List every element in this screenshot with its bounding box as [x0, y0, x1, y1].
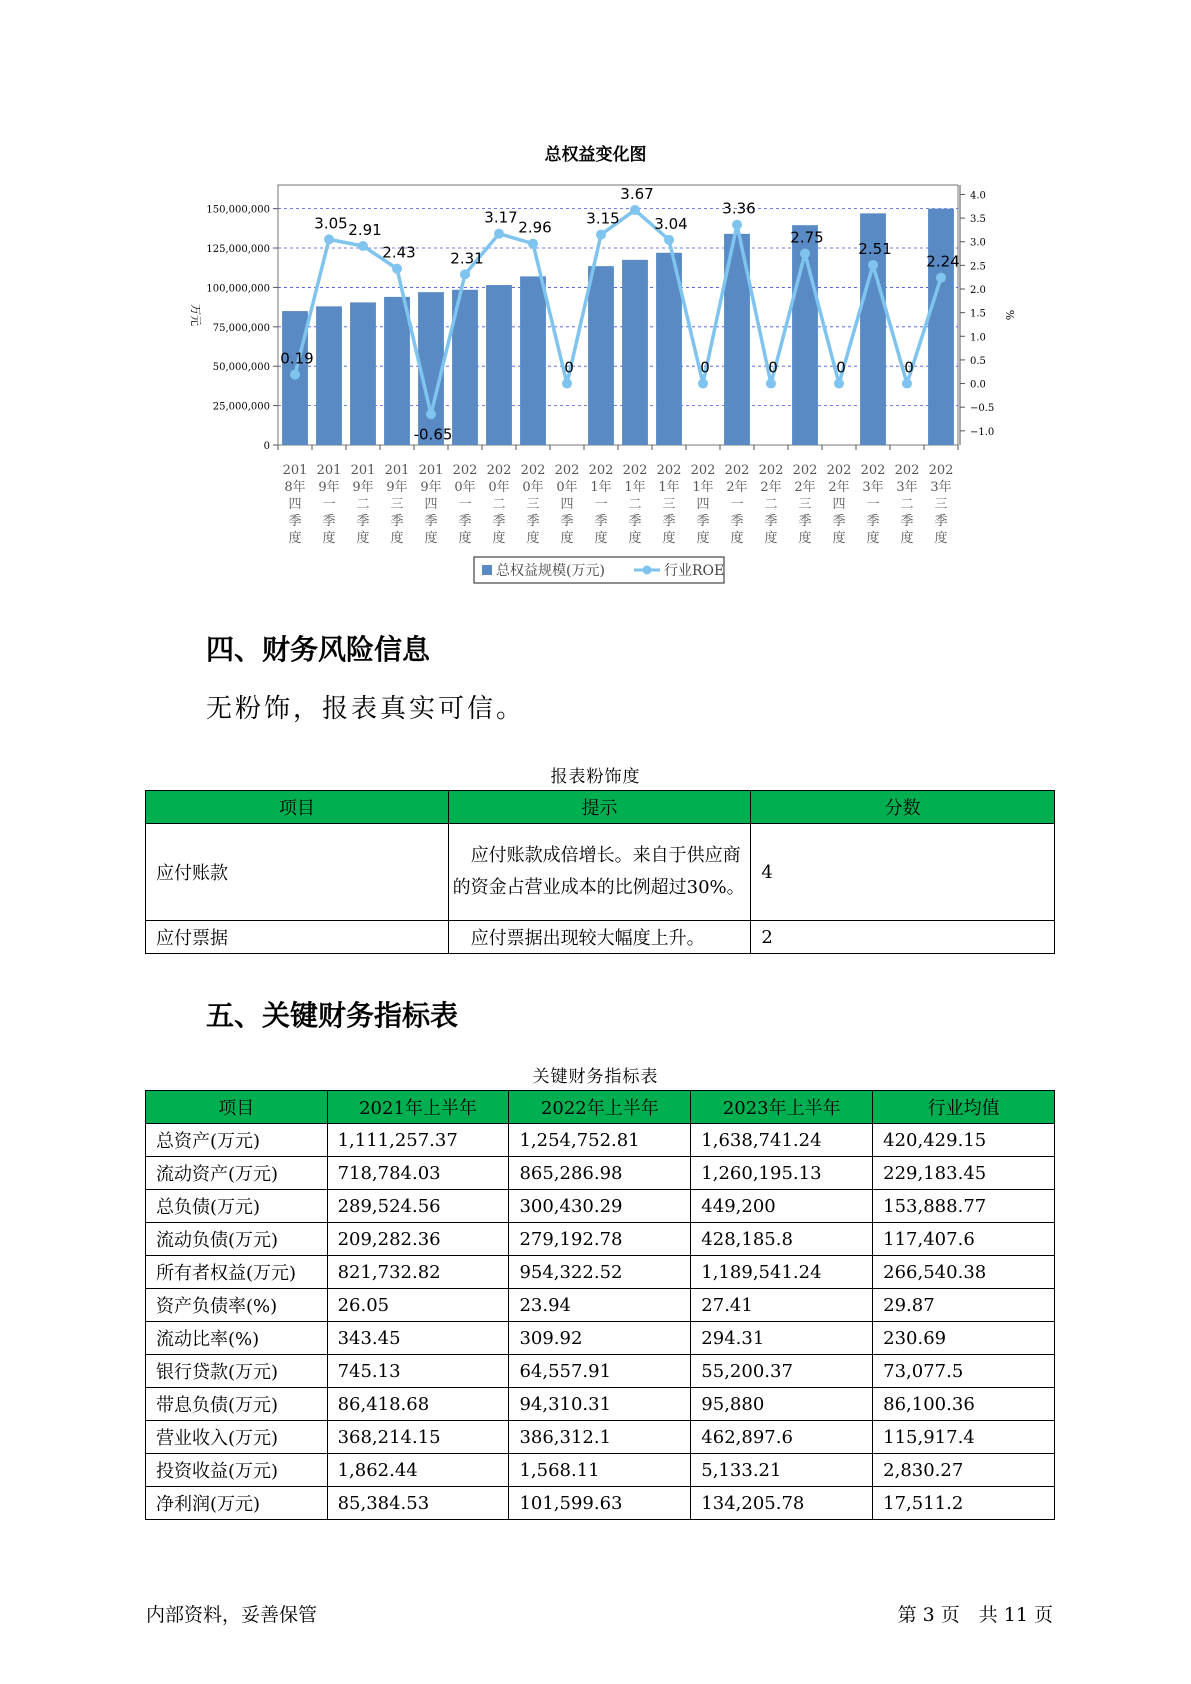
y2-tick-label: 1.0	[970, 332, 986, 344]
table-cell: 29.87	[873, 1289, 1055, 1322]
table-cell: 86,418.68	[327, 1388, 509, 1421]
x-tick-label: 度	[390, 531, 404, 546]
roe-data-label: 0	[564, 358, 574, 377]
x-tick-label: 2年	[828, 480, 850, 495]
row-label: 总资产(万元)	[146, 1124, 328, 1157]
table-row	[146, 1256, 1055, 1289]
x-tick-label: 度	[764, 531, 778, 546]
roe-data-label: 2.51	[858, 239, 892, 258]
table-cell: 1,189,541.24	[691, 1256, 873, 1289]
y-tick-label: 25,000,000	[212, 401, 270, 413]
kpi-table-caption: 关键财务指标表	[532, 1067, 659, 1087]
equity-bar	[520, 276, 546, 445]
x-tick-label: 2年	[760, 480, 782, 495]
table-cell: 289,524.56	[327, 1190, 509, 1223]
roe-data-label: 2.43	[382, 243, 416, 262]
table-cell: 428,185.8	[691, 1223, 873, 1256]
x-tick-label: 二	[764, 497, 778, 512]
table-row	[146, 1190, 1055, 1223]
x-tick-label: 202	[622, 463, 648, 478]
roe-point	[664, 235, 674, 245]
table-row	[146, 1223, 1055, 1256]
table-cell: 230.69	[873, 1322, 1055, 1355]
x-tick-label: 季	[662, 514, 676, 529]
table-cell: 229,183.45	[873, 1157, 1055, 1190]
equity-bar	[588, 266, 614, 445]
table-cell: 1,111,257.37	[327, 1124, 509, 1157]
x-tick-label: 三	[390, 497, 404, 512]
table-row	[146, 921, 1055, 954]
risk-item: 应付票据	[146, 921, 449, 954]
y-tick-label: 100,000,000	[206, 283, 270, 295]
x-tick-label: 3年	[862, 480, 884, 495]
x-tick-label: 季	[934, 514, 948, 529]
equity-roe-chart	[0, 0, 1191, 600]
table-cell: 386,312.1	[509, 1421, 691, 1454]
x-tick-label: 202	[758, 463, 784, 478]
table-cell: 86,100.36	[873, 1388, 1055, 1421]
equity-bar	[316, 306, 342, 445]
roe-point	[766, 379, 776, 389]
table-cell: 85,384.53	[327, 1487, 509, 1520]
equity-bar	[486, 285, 512, 445]
section4-text: 无粉饰，报表真实可信。	[206, 694, 526, 724]
x-tick-label: 1年	[692, 480, 714, 495]
roe-point	[596, 230, 606, 240]
x-tick-label: 度	[288, 531, 302, 546]
x-tick-label: 201	[282, 463, 308, 478]
table-cell: 95,880	[691, 1388, 873, 1421]
x-tick-label: 度	[832, 531, 846, 546]
column-header: 项目	[146, 791, 449, 824]
x-tick-label: 201	[418, 463, 444, 478]
y2-axis-label: %	[1003, 309, 1016, 321]
x-tick-label: 季	[424, 514, 438, 529]
table-cell: 309.92	[509, 1322, 691, 1355]
table-cell: 115,917.4	[873, 1421, 1055, 1454]
x-tick-label: 季	[560, 514, 574, 529]
roe-data-label: 0	[700, 358, 710, 377]
column-header: 2022年上半年	[509, 1091, 691, 1124]
x-tick-label: 度	[594, 531, 608, 546]
y2-tick-label: 2.5	[970, 261, 986, 273]
x-tick-label: 一	[594, 497, 608, 512]
y-tick-label: 150,000,000	[206, 204, 270, 216]
x-tick-label: 0年	[488, 480, 510, 495]
footer-page-number: 第 3 页 共 11 页	[897, 1604, 1053, 1626]
x-tick-label: 202	[656, 463, 682, 478]
x-tick-label: 度	[662, 531, 676, 546]
table-cell: 266,540.38	[873, 1256, 1055, 1289]
table-cell: 153,888.77	[873, 1190, 1055, 1223]
column-header: 2021年上半年	[327, 1091, 509, 1124]
x-tick-label: 季	[730, 514, 744, 529]
x-tick-label: 三	[526, 497, 540, 512]
table-cell: 420,429.15	[873, 1124, 1055, 1157]
table-cell: 449,200	[691, 1190, 873, 1223]
roe-point	[392, 264, 402, 274]
roe-data-label: 2.91	[348, 220, 382, 239]
x-tick-label: 9年	[386, 480, 408, 495]
table-cell: 1,862.44	[327, 1454, 509, 1487]
column-header: 分数	[751, 791, 1055, 824]
x-tick-label: 三	[798, 497, 812, 512]
row-label: 总负债(万元)	[146, 1190, 328, 1223]
table-row	[146, 1157, 1055, 1190]
kpi-table	[145, 1090, 1055, 1520]
x-tick-label: 202	[520, 463, 546, 478]
x-tick-label: 度	[458, 531, 472, 546]
table-cell: 55,200.37	[691, 1355, 873, 1388]
x-tick-label: 季	[322, 514, 336, 529]
table-cell: 1,638,741.24	[691, 1124, 873, 1157]
roe-point	[834, 379, 844, 389]
risk-hint: 应付账款成倍增长。来自于供应商的资金占营业成本的比例超过30%。	[448, 824, 751, 921]
row-label: 营业收入(万元)	[146, 1421, 328, 1454]
roe-data-label: 2.31	[450, 249, 484, 268]
x-tick-label: 四	[424, 497, 438, 512]
x-tick-label: 季	[356, 514, 370, 529]
roe-point	[732, 220, 742, 230]
roe-point	[358, 241, 368, 251]
roe-point	[698, 379, 708, 389]
x-tick-label: 一	[866, 497, 880, 512]
roe-data-label: 2.96	[518, 218, 552, 237]
roe-point	[630, 205, 640, 215]
x-tick-label: 1年	[658, 480, 680, 495]
roe-data-label: 0	[836, 358, 846, 377]
table-cell: 101,599.63	[509, 1487, 691, 1520]
x-tick-label: 202	[724, 463, 750, 478]
roe-point	[460, 269, 470, 279]
table-cell: 1,260,195.13	[691, 1157, 873, 1190]
x-tick-label: 9年	[420, 480, 442, 495]
roe-point	[936, 273, 946, 283]
x-tick-label: 201	[350, 463, 376, 478]
x-tick-label: 二	[628, 497, 642, 512]
row-label: 流动资产(万元)	[146, 1157, 328, 1190]
table-cell: 1,254,752.81	[509, 1124, 691, 1157]
equity-bar	[622, 260, 648, 445]
y2-tick-label: 1.5	[970, 308, 986, 320]
x-tick-label: 季	[288, 514, 302, 529]
roe-data-label: 3.05	[314, 214, 348, 233]
table-cell: 2,830.27	[873, 1454, 1055, 1487]
x-tick-label: 202	[792, 463, 818, 478]
roe-data-label: 3.36	[722, 199, 756, 218]
table-header-row	[146, 791, 1055, 824]
y2-tick-label: −0.5	[970, 403, 995, 415]
table-row	[146, 1388, 1055, 1421]
x-tick-label: 201	[384, 463, 410, 478]
row-label: 资产负债率(%)	[146, 1289, 328, 1322]
table-row	[146, 824, 1055, 921]
x-tick-label: 度	[900, 531, 914, 546]
roe-data-label: -0.65	[413, 425, 453, 444]
x-tick-label: 1年	[624, 480, 646, 495]
x-tick-label: 0年	[454, 480, 476, 495]
y2-tick-label: 0.5	[970, 355, 986, 367]
table-cell: 368,214.15	[327, 1421, 509, 1454]
x-tick-label: 度	[322, 531, 336, 546]
x-tick-label: 度	[356, 531, 370, 546]
column-header: 2023年上半年	[691, 1091, 873, 1124]
table-cell: 26.05	[327, 1289, 509, 1322]
y-axis-label: 万元	[189, 304, 202, 326]
x-tick-label: 202	[928, 463, 954, 478]
legend-line-marker	[643, 566, 652, 575]
x-tick-label: 度	[696, 531, 710, 546]
x-tick-label: 202	[452, 463, 478, 478]
roe-data-label: 0	[904, 358, 914, 377]
x-tick-label: 二	[900, 497, 914, 512]
x-tick-label: 季	[866, 514, 880, 529]
table-cell: 27.41	[691, 1289, 873, 1322]
y2-tick-label: 3.0	[970, 237, 986, 249]
x-tick-label: 202	[894, 463, 920, 478]
table-cell: 134,205.78	[691, 1487, 873, 1520]
column-header: 项目	[146, 1091, 328, 1124]
x-tick-label: 度	[730, 531, 744, 546]
roe-point	[902, 379, 912, 389]
x-tick-label: 202	[690, 463, 716, 478]
risk-table	[145, 790, 1055, 954]
table-row	[146, 1421, 1055, 1454]
table-cell: 718,784.03	[327, 1157, 509, 1190]
x-tick-label: 度	[424, 531, 438, 546]
column-header: 提示	[448, 791, 751, 824]
x-tick-label: 0年	[556, 480, 578, 495]
x-tick-label: 202	[860, 463, 886, 478]
row-label: 所有者权益(万元)	[146, 1256, 328, 1289]
table-header-row	[146, 1091, 1055, 1124]
roe-data-label: 0.19	[280, 349, 314, 368]
x-tick-label: 季	[458, 514, 472, 529]
risk-score: 4	[751, 824, 1055, 921]
row-label: 流动比率(%)	[146, 1322, 328, 1355]
y2-tick-label: 2.0	[970, 285, 986, 296]
x-tick-label: 9年	[318, 480, 340, 495]
row-label: 流动负债(万元)	[146, 1223, 328, 1256]
x-tick-label: 202	[588, 463, 614, 478]
section5-heading: 五、关键财务指标表	[206, 999, 459, 1032]
x-tick-label: 二	[492, 497, 506, 512]
x-tick-label: 2年	[726, 480, 748, 495]
roe-point	[494, 229, 504, 239]
risk-hint: 应付票据出现较大幅度上升。	[448, 921, 751, 954]
table-row	[146, 1124, 1055, 1157]
x-tick-label: 季	[900, 514, 914, 529]
x-tick-label: 三	[934, 497, 948, 512]
x-tick-label: 季	[628, 514, 642, 529]
table-cell: 294.31	[691, 1322, 873, 1355]
table-cell: 865,286.98	[509, 1157, 691, 1190]
row-label: 净利润(万元)	[146, 1487, 328, 1520]
x-tick-label: 季	[696, 514, 710, 529]
x-tick-label: 四	[832, 497, 846, 512]
x-tick-label: 一	[322, 497, 336, 512]
y-tick-label: 75,000,000	[212, 322, 270, 334]
x-tick-label: 201	[316, 463, 342, 478]
x-tick-label: 3年	[930, 480, 952, 495]
roe-data-label: 3.17	[484, 208, 518, 227]
x-tick-label: 三	[662, 497, 676, 512]
risk-score: 2	[751, 921, 1055, 954]
roe-point	[800, 249, 810, 259]
table-row	[146, 1487, 1055, 1520]
x-tick-label: 季	[832, 514, 846, 529]
table-cell: 462,897.6	[691, 1421, 873, 1454]
row-label: 带息负债(万元)	[146, 1388, 328, 1421]
roe-data-label: 0	[768, 358, 778, 377]
column-header: 行业均值	[873, 1091, 1055, 1124]
table-cell: 279,192.78	[509, 1223, 691, 1256]
table-cell: 23.94	[509, 1289, 691, 1322]
x-tick-label: 四	[560, 497, 574, 512]
roe-data-label: 2.75	[790, 228, 824, 247]
table-row	[146, 1322, 1055, 1355]
row-label: 投资收益(万元)	[146, 1454, 328, 1487]
roe-data-label: 3.15	[586, 209, 620, 228]
y-tick-label: 50,000,000	[212, 362, 270, 374]
table-row	[146, 1355, 1055, 1388]
table-row	[146, 1454, 1055, 1487]
x-tick-label: 202	[486, 463, 512, 478]
roe-data-label: 2.24	[926, 252, 960, 271]
risk-item: 应付账款	[146, 824, 449, 921]
x-tick-label: 2年	[794, 480, 816, 495]
roe-data-label: 3.04	[654, 214, 688, 233]
roe-point	[868, 260, 878, 270]
x-tick-label: 1年	[590, 480, 612, 495]
table-cell: 300,430.29	[509, 1190, 691, 1223]
section4-heading: 四、财务风险信息	[206, 633, 431, 666]
x-tick-label: 季	[526, 514, 540, 529]
table-cell: 821,732.82	[327, 1256, 509, 1289]
x-tick-label: 一	[458, 497, 472, 512]
y-tick-label: 125,000,000	[206, 244, 270, 256]
roe-data-label: 3.67	[620, 185, 654, 204]
table-cell: 73,077.5	[873, 1355, 1055, 1388]
table-cell: 5,133.21	[691, 1454, 873, 1487]
x-tick-label: 二	[356, 497, 370, 512]
x-tick-label: 季	[594, 514, 608, 529]
risk-table-caption: 报表粉饰度	[550, 767, 641, 787]
x-tick-label: 度	[866, 531, 880, 546]
x-tick-label: 度	[798, 531, 812, 546]
equity-bar	[928, 209, 954, 445]
roe-point	[324, 234, 334, 244]
x-tick-label: 8年	[284, 480, 306, 495]
y-tick-label: 0	[263, 441, 270, 452]
table-cell: 64,557.91	[509, 1355, 691, 1388]
x-tick-label: 度	[492, 531, 506, 546]
table-cell: 954,322.52	[509, 1256, 691, 1289]
x-tick-label: 季	[798, 514, 812, 529]
roe-point	[426, 409, 436, 419]
x-tick-label: 度	[526, 531, 540, 546]
x-tick-label: 一	[730, 497, 744, 512]
table-row	[146, 1289, 1055, 1322]
x-tick-label: 季	[390, 514, 404, 529]
legend-bar-swatch	[482, 565, 492, 575]
x-tick-label: 度	[628, 531, 642, 546]
x-tick-label: 3年	[896, 480, 918, 495]
footer-confidential: 内部资料，妥善保管	[146, 1604, 318, 1626]
y2-tick-label: −1.0	[970, 426, 995, 438]
x-tick-label: 9年	[352, 480, 374, 495]
x-tick-label: 四	[696, 497, 710, 512]
row-label: 银行贷款(万元)	[146, 1355, 328, 1388]
roe-point	[290, 370, 300, 380]
table-cell: 745.13	[327, 1355, 509, 1388]
x-tick-label: 四	[288, 497, 302, 512]
roe-point	[528, 239, 538, 249]
y2-tick-label: 0.0	[970, 379, 986, 391]
equity-bar	[384, 297, 410, 445]
x-tick-label: 度	[560, 531, 574, 546]
y2-tick-label: 3.5	[970, 214, 986, 226]
table-cell: 343.45	[327, 1322, 509, 1355]
table-cell: 17,511.2	[873, 1487, 1055, 1520]
x-tick-label: 季	[492, 514, 506, 529]
x-tick-label: 度	[934, 531, 948, 546]
legend-bar-label: 总权益规模(万元)	[496, 563, 605, 579]
chart-title: 总权益变化图	[544, 145, 647, 165]
x-tick-label: 季	[764, 514, 778, 529]
table-cell: 1,568.11	[509, 1454, 691, 1487]
table-cell: 117,407.6	[873, 1223, 1055, 1256]
table-cell: 209,282.36	[327, 1223, 509, 1256]
equity-bar	[350, 302, 376, 445]
x-tick-label: 0年	[522, 480, 544, 495]
table-cell: 94,310.31	[509, 1388, 691, 1421]
roe-point	[562, 379, 572, 389]
legend-line-label: 行业ROE	[664, 563, 725, 579]
x-tick-label: 202	[554, 463, 580, 478]
y2-tick-label: 4.0	[970, 190, 986, 202]
x-tick-label: 202	[826, 463, 852, 478]
